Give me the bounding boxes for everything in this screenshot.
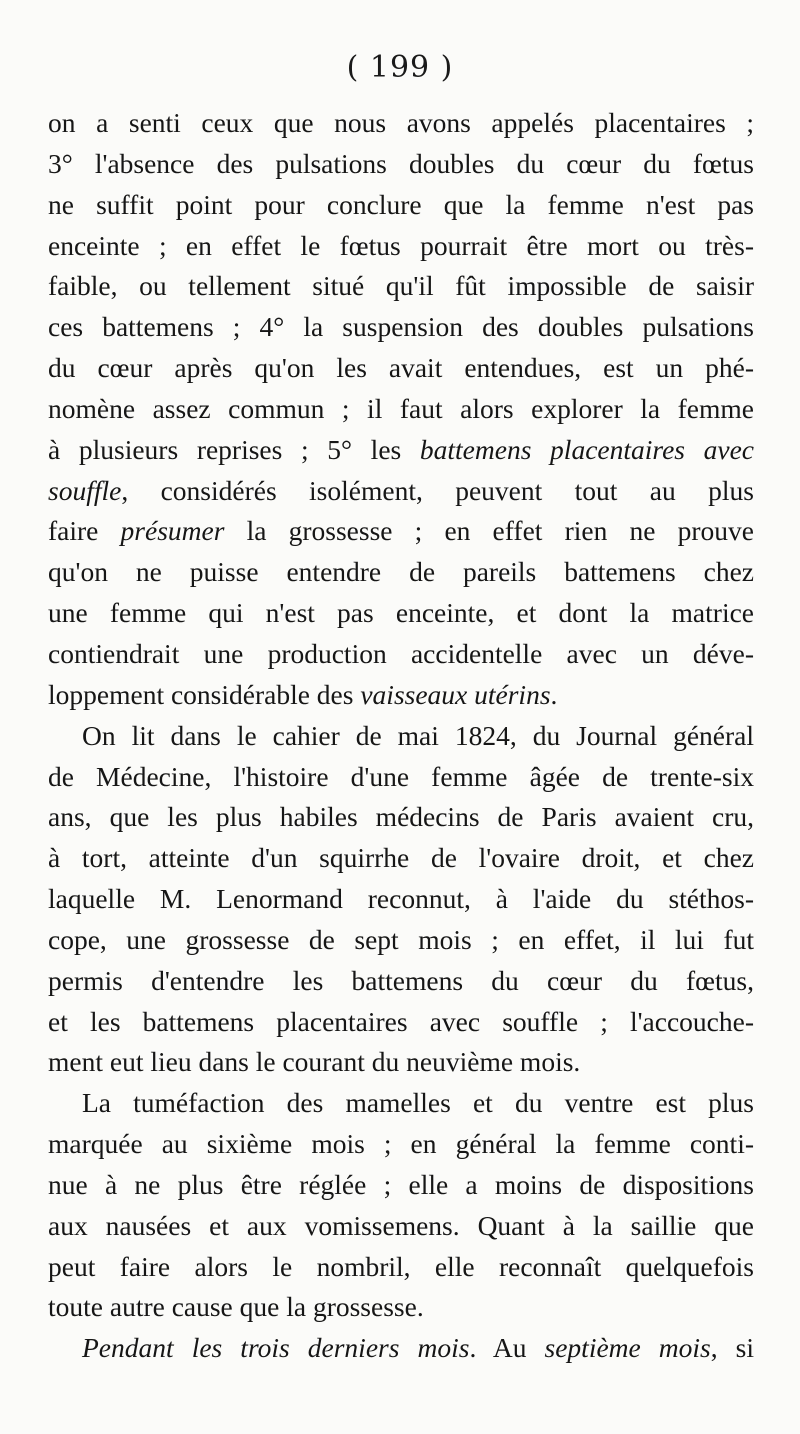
text-segment: à tort, atteinte d'un squirrhe de l'ovaire droit, et chez: [48, 842, 754, 874]
text-line: [48, 797, 754, 838]
text-line: [48, 1083, 754, 1124]
text-line: [48, 1328, 754, 1369]
text-line: [48, 675, 754, 716]
text-segment: contiendrait une production accidentelle avec un déve-: [48, 637, 754, 669]
text-segment: du cœur après qu'on les avait entendues, est un phé-: [48, 352, 754, 384]
text-segment: de Médecine, l'histoire d'une femme âgée de trente-six: [48, 760, 754, 792]
text-segment: faible, ou tellement situé qu'il fût impossible de saisir: [48, 270, 754, 302]
text-segment: , considérés isolément, peuvent tout au plus: [121, 474, 754, 506]
text-segment: marquée au sixième mois ; en général la femme conti-: [48, 1128, 754, 1160]
italic-text: présumer: [120, 515, 225, 547]
text-line: [48, 593, 754, 634]
text-line: [48, 1247, 754, 1288]
text-line: [48, 266, 754, 307]
text-segment: nomène assez commun ; il faut alors explorer la femme: [48, 392, 754, 424]
text-segment: . Au: [469, 1332, 545, 1364]
text-line: [48, 348, 754, 389]
text-segment: une femme qui n'est pas enceinte, et dont la matrice: [48, 597, 754, 629]
text-line: [48, 103, 754, 144]
text-line: [48, 511, 754, 552]
text-line: [48, 1287, 754, 1328]
text-line: [48, 1124, 754, 1165]
text-segment: la grossesse ; en effet rien ne prouve: [224, 515, 754, 547]
text-line: [48, 716, 754, 757]
text-line: [48, 389, 754, 430]
text-segment: on a senti ceux que nous avons appelés placentaires ;: [48, 107, 754, 138]
text-line: [48, 1042, 754, 1083]
text-line: [48, 961, 754, 1002]
text-line: [48, 185, 754, 226]
text-segment: nue à ne plus être réglée ; elle a moins de dispositions: [48, 1168, 754, 1200]
text-line: [48, 552, 754, 593]
text-line: [48, 1206, 754, 1247]
text-line: [48, 226, 754, 267]
text-segment: ans, que les plus habiles médecins de Paris avaient cru,: [48, 801, 754, 833]
text-segment: faire: [48, 515, 121, 547]
text-segment: ces battemens ; 4° la suspension des doubles pulsations: [48, 311, 754, 343]
text-segment: loppement considérable des: [48, 678, 361, 710]
text-segment: peut faire alors le nombril, elle reconnaît quelquefois: [48, 1250, 754, 1282]
text-segment: permis d'entendre les battemens du cœur du fœtus,: [48, 964, 754, 996]
text-segment: , si: [710, 1332, 755, 1364]
text-line: [48, 757, 754, 798]
text-line: [48, 1165, 754, 1206]
text-segment: à plusieurs reprises ; 5° les: [48, 433, 420, 465]
text-line: [48, 879, 754, 920]
italic-text: souffle: [48, 474, 122, 506]
text-segment: aux nausées et aux vomissemens. Quant à la saillie que: [48, 1209, 754, 1241]
italic-text: vaisseaux utérins: [360, 678, 551, 710]
text-line: [48, 920, 754, 961]
text-line: [48, 838, 754, 879]
text-line: [48, 471, 754, 512]
italic-text: battemens placentaires avec: [419, 433, 754, 465]
italic-text: Pendant les trois derniers mois: [82, 1332, 470, 1364]
text-line: [48, 634, 754, 675]
text-line: [48, 1002, 754, 1043]
text-segment: ment eut lieu dans le courant du neuvième mois.: [48, 1046, 581, 1078]
text-segment: qu'on ne puisse entendre de pareils battemens chez: [48, 556, 754, 588]
text-segment: enceinte ; en effet le fœtus pourrait être mort ou très-: [48, 229, 754, 261]
text-segment: .: [550, 678, 558, 710]
text-segment: ne suffit point pour conclure que la femme n'est pas: [48, 188, 754, 220]
body-text: [48, 103, 754, 1369]
text-line: [48, 307, 754, 348]
text-segment: laquelle M. Lenormand reconnut, à l'aide du stéthos-: [48, 883, 754, 915]
text-segment: cope, une grossesse de sept mois ; en effet, il lui fut: [48, 923, 754, 955]
text-segment: et les battemens placentaires avec souffle ; l'accouche-: [48, 1005, 754, 1037]
text-segment: On lit dans le cahier de mai 1824, du Journal général: [82, 719, 754, 751]
text-line: [48, 144, 754, 185]
text-segment: toute autre cause que la grossesse.: [48, 1291, 424, 1323]
text-segment: 3° l'absence des pulsations doubles du cœur du fœtus: [48, 147, 754, 179]
text-line: [48, 430, 754, 471]
page-number: ( 199 ): [346, 50, 454, 85]
text-segment: La tuméfaction des mamelles et du ventre est plus: [82, 1087, 754, 1119]
italic-text: septième mois: [544, 1332, 711, 1364]
